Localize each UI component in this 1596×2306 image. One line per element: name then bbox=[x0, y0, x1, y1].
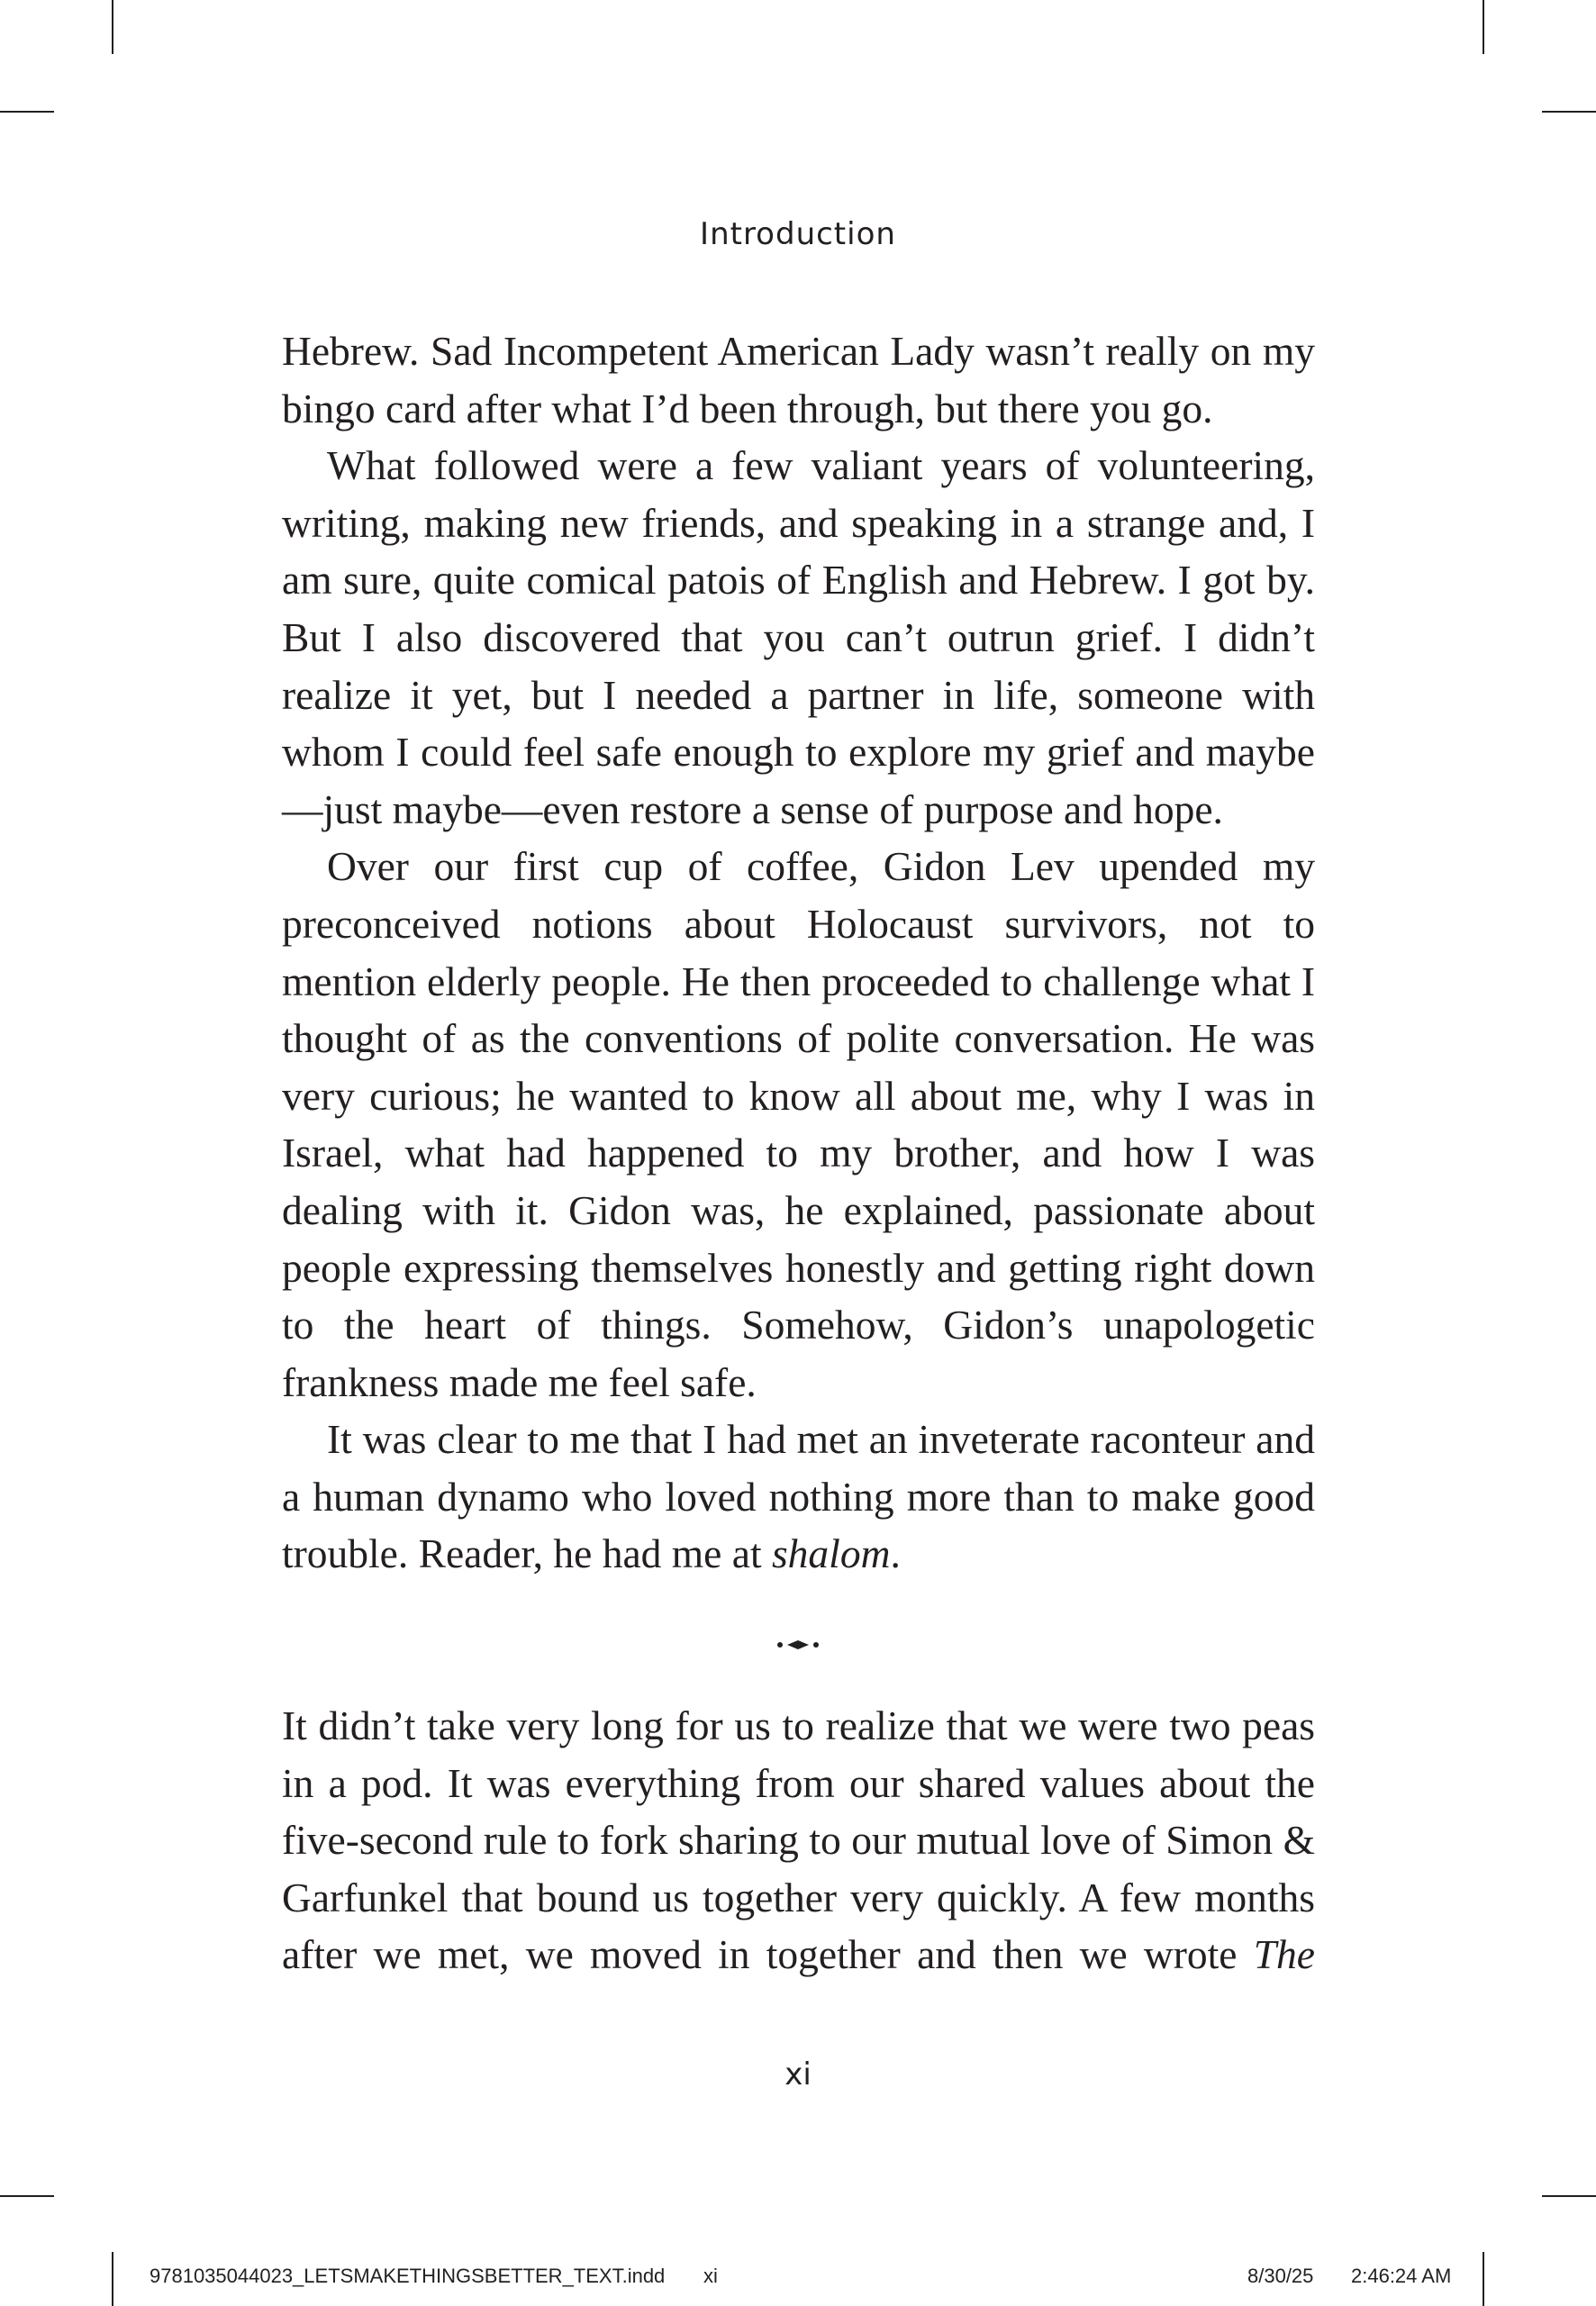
section-break-ornament-icon bbox=[776, 1639, 820, 1651]
crop-mark-bottom-right-vertical bbox=[1483, 2252, 1484, 2306]
italic-word: The bbox=[1253, 1931, 1315, 1978]
page-number: xi bbox=[784, 2056, 812, 2093]
paragraph-5: It didn’t take very long for us to realize that we were two peas in a pod. It was everything from our shared values about the five-second rule to fork sharing to our mutual love of Simon & Garfunkel that bound us together very quickly. A few months after we met, we moved in together and then we wrote The bbox=[282, 1702, 1315, 1978]
crop-mark-bottom-right-horizontal bbox=[1542, 2195, 1596, 2197]
crop-mark-top-right-vertical bbox=[1483, 0, 1484, 54]
paragraph-2: What followed were a few valiant years of volunteering, writing, making new friends, and speaking in a strange and, I am sure, quite comical patois of English and Hebrew. I got by. But I also discovered that you can’t outrun grief. I didn’t realize it yet, but I needed a partner in life, someone with whom I could feel safe enough to explore my grief and maybe—just maybe—even restore a sense of purpose and hope. bbox=[282, 442, 1315, 832]
body-text bbox=[282, 322, 1315, 1984]
paragraph-4: It was clear to me that I had met an inveterate raconteur and a human dynamo who loved nothing more than to make good trouble. Reader, he had me at shalom. bbox=[282, 1416, 1315, 1577]
crop-mark-bottom-left-horizontal bbox=[0, 2195, 54, 2197]
slug-filename: 9781035044023_LETSMAKETHINGSBETTER_TEXT.indd bbox=[150, 2265, 666, 2287]
crop-mark-bottom-left-vertical bbox=[112, 2252, 113, 2306]
crop-mark-top-right-horizontal bbox=[1542, 111, 1596, 113]
slug-page: xi bbox=[703, 2265, 718, 2287]
running-head: Introduction bbox=[700, 216, 896, 252]
crop-mark-top-left-vertical bbox=[112, 0, 113, 54]
crop-mark-top-left-horizontal bbox=[0, 111, 54, 113]
italic-word: shalom bbox=[771, 1530, 891, 1577]
slug-time: 2:46:24 AM bbox=[1351, 2265, 1452, 2287]
paragraph-1: Hebrew. Sad Incompetent American Lady wasn’t really on my bingo card after what I’d been through, but there you go. bbox=[282, 328, 1315, 431]
slug-date: 8/30/25 bbox=[1247, 2265, 1314, 2287]
paragraph-3: Over our first cup of coffee, Gidon Lev upended my preconceived notions about Holocaust survivors, not to mention elderly people. He then proceeded to challenge what I thought of as the conventions of polite conversation. He was very curious; he wanted to know all about me, why I was in Israel, what had happened to my brother, and how I was dealing with it. Gidon was, he explained, passionate about people expressing themselves honestly and getting right down to the heart of things. Somehow, Gidon’s unapologetic frankness made me feel safe. bbox=[282, 843, 1315, 1405]
